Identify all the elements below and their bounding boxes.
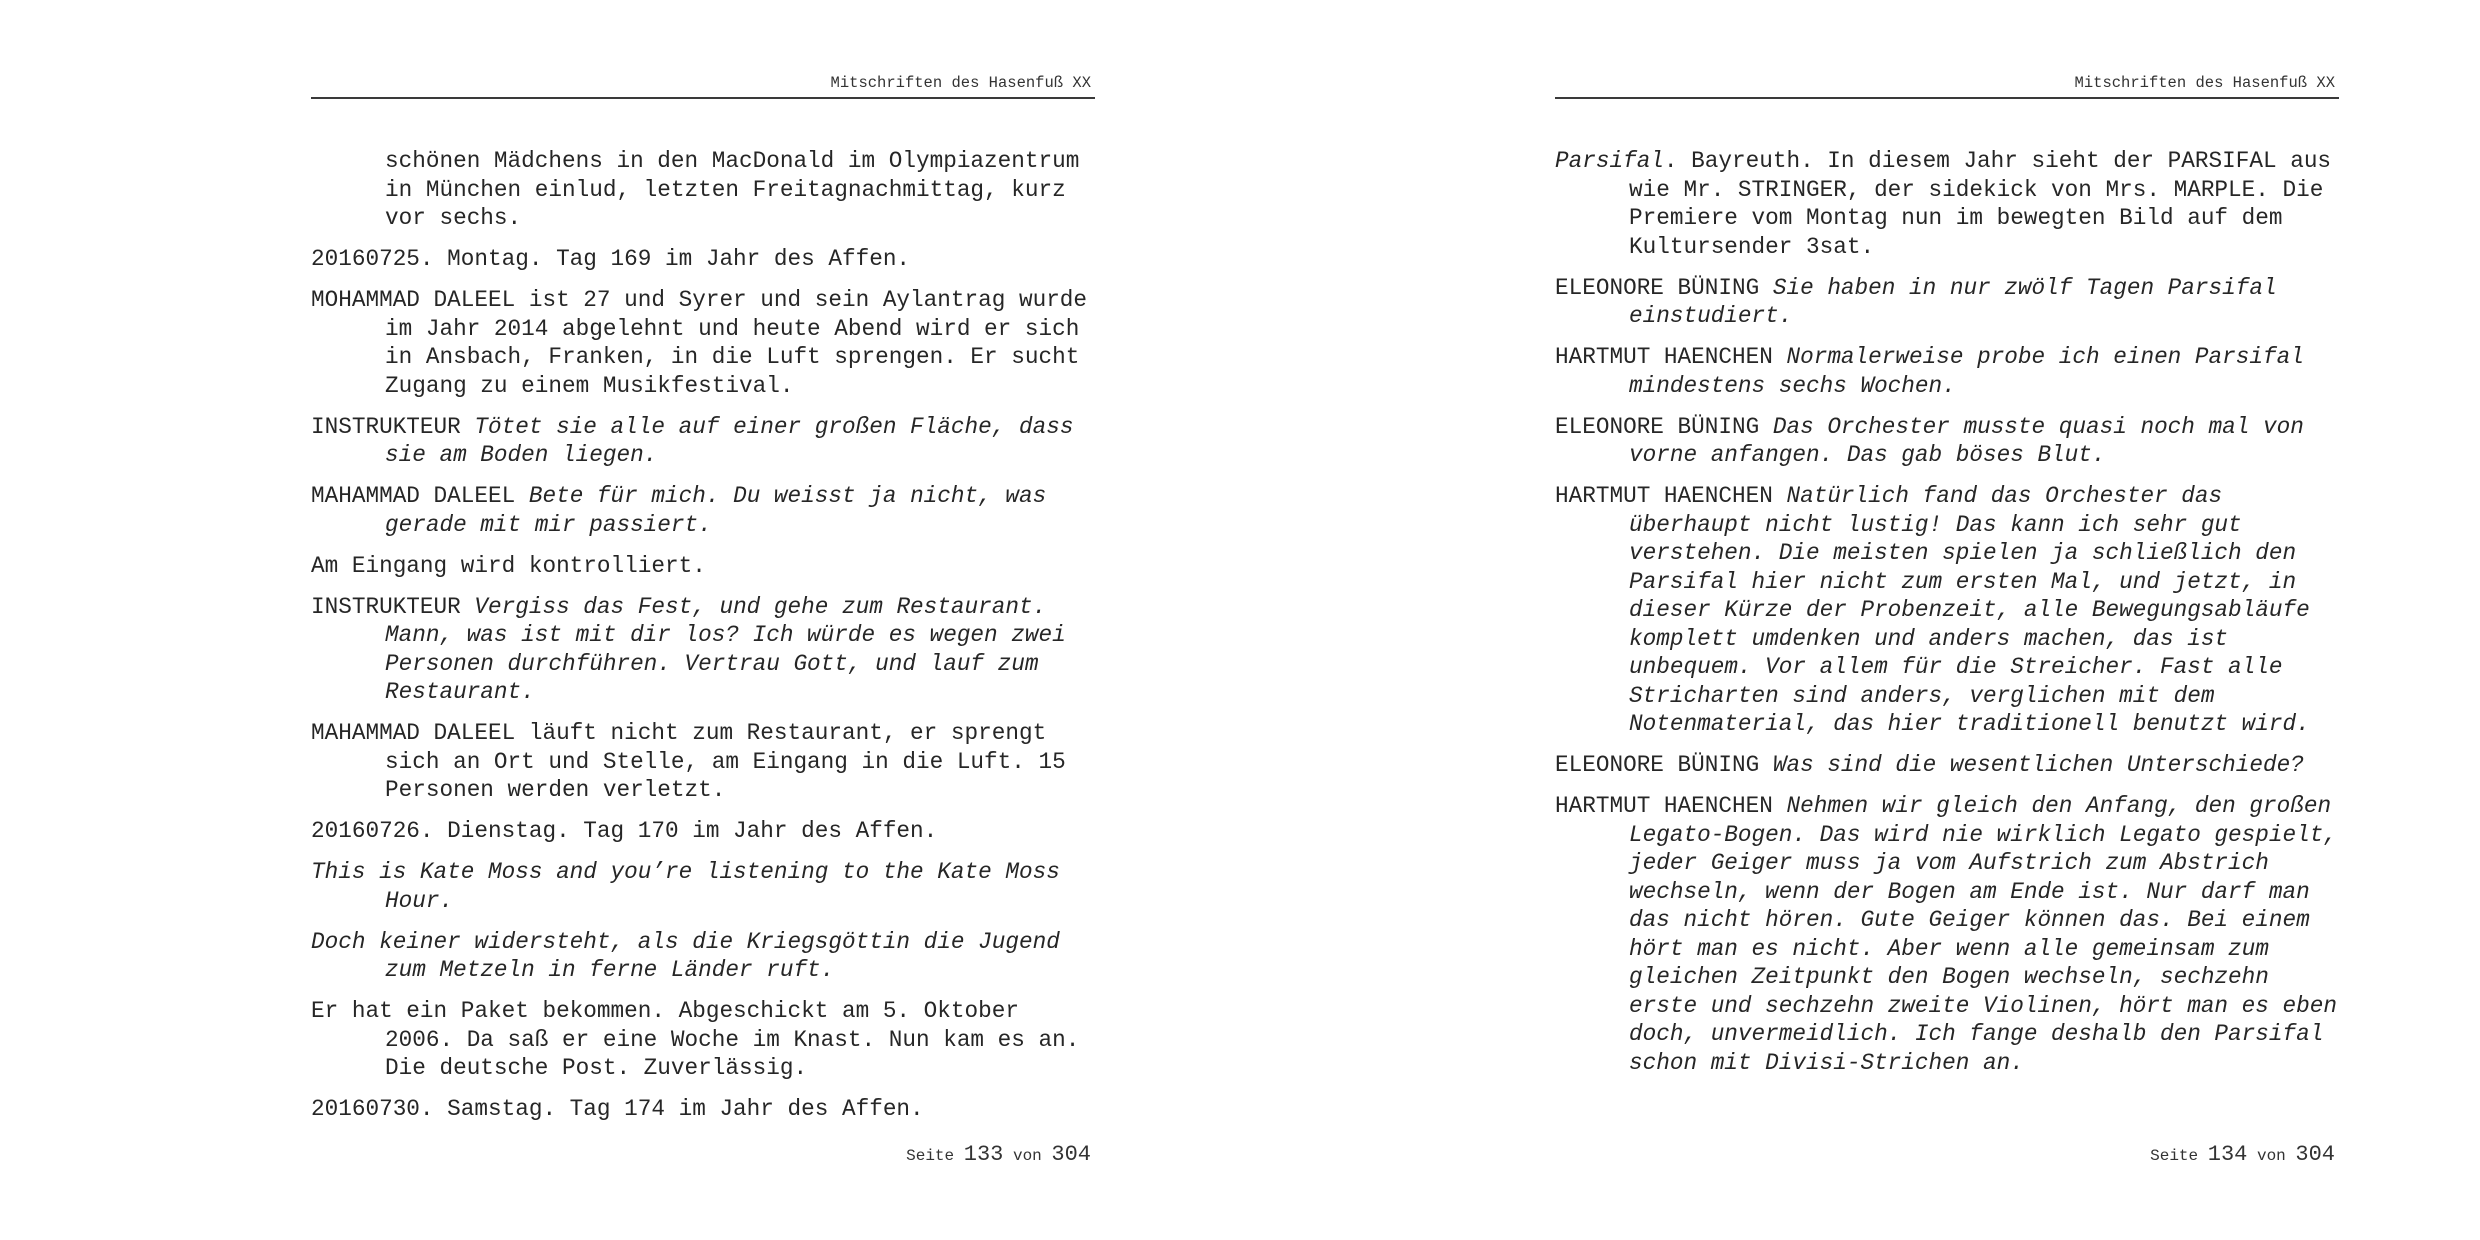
page-word-von: von (2256, 1147, 2286, 1165)
page-number (906, 1142, 1091, 1167)
dialogue-line (311, 413, 1095, 470)
speaker-name: ELEONORE BÜNING (1555, 274, 1760, 301)
dialogue-line (1555, 482, 2339, 739)
paragraph (1555, 147, 2339, 261)
paragraph: Am Eingang wird kontrolliert. (311, 552, 706, 579)
dialogue-line (1555, 413, 2339, 470)
paragraph: MOHAMMAD DALEEL ist 27 und Syrer und sein Aylantrag wurde im Jahr 2014 abgelehnt und heute Abend wird er sich in Ansbach, Franken, in die Luft sprengen. Er sucht Zugang zu einem Musikfestival. (311, 287, 1088, 399)
running-head: Mitschriften des Hasenfuß XX (830, 74, 1091, 92)
speaker-name: ELEONORE BÜNING (1555, 752, 1760, 778)
page-current: 134 (2207, 1142, 2248, 1167)
speech-text: Vergiss das Fest, und gehe zum Restaurant. Mann, was ist mit dir los? Ich würde es wegen zwei Personen durchführen. Vertrau Gott, und lauf zum Restaurant. (385, 593, 1066, 705)
italic-paragraph: Doch keiner widersteht, als die Kriegsgöttin die Jugend zum Metzeln in ferne Länder ruft. (311, 928, 1060, 983)
header-rule (1555, 97, 2339, 99)
paragraph: MAHAMMAD DALEEL läuft nicht zum Restaurant, er sprengt sich an Ort und Stelle, am Eingang in die Luft. 15 Personen werden verletzt. (311, 720, 1066, 803)
italic-title: Parsifal (1555, 148, 1664, 174)
page-word-seite: Seite (906, 1147, 955, 1165)
speech-text: Natürlich fand das Orchester das überhaupt nicht lustig! Das kann ich sehr gut verstehen. Die meisten spielen ja schließlich den Parsifal hier nicht zum ersten Mal, und jetzt, in dieser Kürze der Probenzeit, alle Bewegungsabläufe komplett umdenken und anders machen, das ist unbequem. Vor allem für die Streicher. Fast alle Stricharten sind anders, verglichen mit dem Notenmaterial, das hier traditionell benutzt wird. (1629, 483, 2310, 737)
paragraph-text: . Bayreuth. In diesem Jahr sieht der PARSIFAL aus wie Mr. STRINGER, der sidekick von Mrs. MARPLE. Die Premiere vom Montag nun im bewegten Bild auf dem Kultursender 3sat. (1629, 148, 2332, 260)
speaker-name: HARTMUT HAENCHEN (1555, 483, 1773, 509)
speech-text: Tötet sie alle auf einer großen Fläche, dass sie am Boden liegen. (385, 413, 1074, 468)
page-current: 133 (963, 1142, 1004, 1167)
dialogue-line (1555, 343, 2339, 400)
speech-text: Sie haben in nur zwölf Tagen Parsifal einstudiert. (1629, 274, 2277, 329)
dialogue-line (1555, 792, 2339, 1077)
date-line: 20160726. Dienstag. Tag 170 im Jahr des Affen. (311, 818, 938, 844)
speaker-name: ELEONORE BÜNING (1555, 413, 1760, 440)
page-number (2150, 1142, 2335, 1167)
speaker-name: HARTMUT HAENCHEN (1555, 793, 1773, 819)
page-word-seite: Seite (2150, 1147, 2199, 1165)
speech-text: Das Orchester musste quasi noch mal von vorne anfangen. Das gab böses Blut. (1629, 413, 2304, 468)
speaker-name: INSTRUKTEUR (311, 593, 461, 620)
speaker-name: HARTMUT HAENCHEN (1555, 344, 1773, 370)
speaker-name: MAHAMMAD DALEEL (311, 483, 516, 509)
paragraph: schönen Mädchens in den MacDonald im Olympiazentrum in München einlud, letzten Freitagnachmittag, kurz vor sechs. (385, 148, 1080, 231)
left-page (311, 0, 1091, 1240)
page-body (311, 147, 1095, 1136)
dialogue-line (1555, 751, 2339, 780)
dialogue-line (311, 482, 1095, 539)
speech-text: Was sind die wesentlichen Unterschiede? (1772, 752, 2304, 778)
paragraph: Er hat ein Paket bekommen. Abgeschickt am 5. Oktober 2006. Da saß er eine Woche im Knast. Nun kam es an. Die deutsche Post. Zuverlässig. (311, 998, 1080, 1081)
dialogue-line (1555, 274, 2339, 331)
header-rule (311, 97, 1095, 99)
speech-text: Bete für mich. Du weisst ja nicht, was gerade mit mir passiert. (385, 483, 1047, 538)
running-head: Mitschriften des Hasenfuß XX (2074, 74, 2335, 92)
speaker-name: INSTRUKTEUR (311, 413, 461, 440)
italic-paragraph: This is Kate Moss and you’re listening to the Kate Moss Hour. (311, 859, 1060, 914)
page-total: 304 (2295, 1142, 2335, 1167)
speech-text: Normalerweise probe ich einen Parsifal mindestens sechs Wochen. (1629, 344, 2304, 399)
page-total: 304 (1051, 1142, 1091, 1167)
dialogue-line (311, 593, 1095, 707)
right-page (1555, 0, 2335, 1240)
date-line: 20160730. Samstag. Tag 174 im Jahr des Affen. (311, 1096, 924, 1122)
speech-text: Nehmen wir gleich den Anfang, den großen Legato-Bogen. Das wird nie wirklich Legato gespielt, jeder Geiger muss ja vom Aufstrich zum Abstrich wechseln, wenn der Bogen am Ende ist. Nur darf man das nicht hören. Gute Geiger können das. Bei einem hört man es nicht. Aber wenn alle gemeinsam zum gleichen Zeitpunkt den Bogen wechseln, sechzehn erste und sechzehn zweite Violinen, hört man es eben doch, unvermeidlich. Ich fange deshalb den Parsifal schon mit Divisi-Strichen an. (1629, 793, 2337, 1076)
date-line: 20160725. Montag. Tag 169 im Jahr des Affen. (311, 246, 911, 272)
page-word-von: von (1012, 1147, 1042, 1165)
page-body (1555, 147, 2339, 1090)
